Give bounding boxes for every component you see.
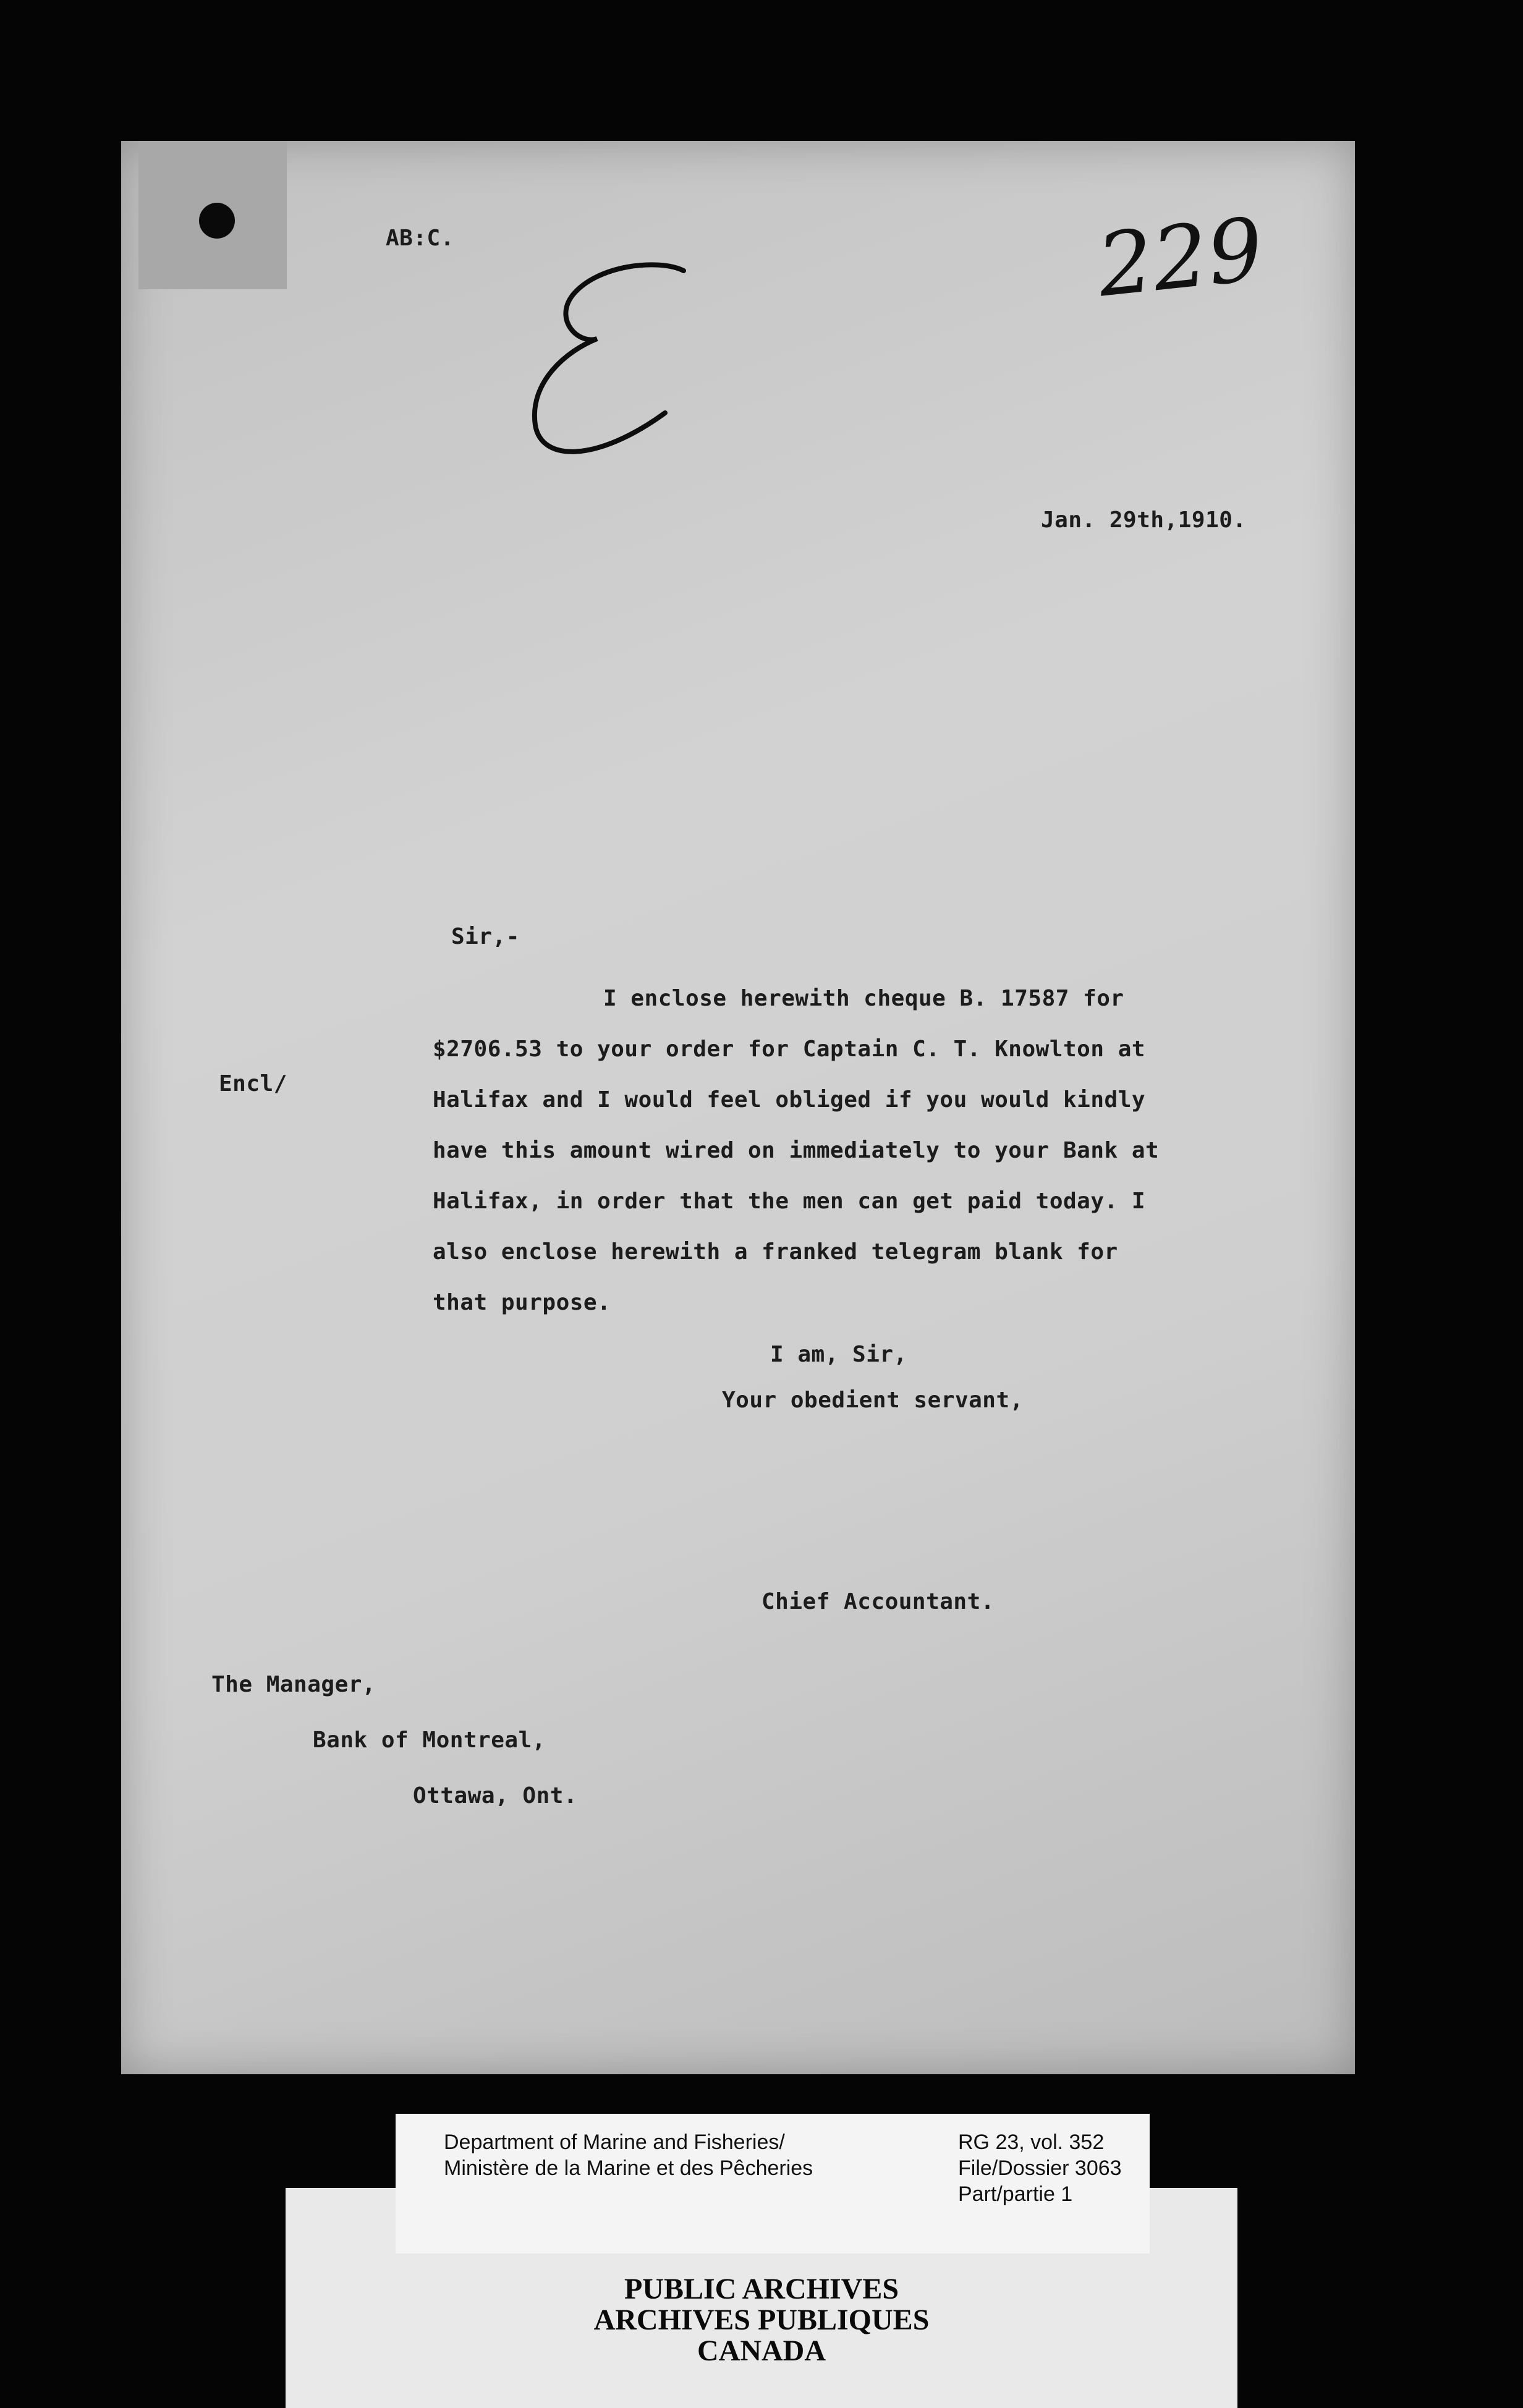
punch-hole: [199, 203, 235, 239]
body-line: $2706.53 to your order for Captain C. T. Knowlton at: [433, 1037, 1146, 1062]
body-line: Halifax and I would feel obliged if you would kindly: [433, 1087, 1146, 1113]
signature-title: Chief Accountant.: [762, 1589, 995, 1614]
reference-code: AB:C.: [386, 226, 454, 251]
handwritten-page-number: 229: [1093, 199, 1268, 317]
department-fr: Ministère de la Marine et des Pêcheries: [444, 2156, 813, 2180]
letter-page: [121, 141, 1355, 2074]
closing-line: Your obedient servant,: [722, 1388, 1024, 1413]
body-line: have this amount wired on immediately to your Bank at: [433, 1138, 1160, 1163]
body-line: I enclose herewith cheque B. 17587 for: [603, 986, 1124, 1011]
letter-date: Jan. 29th,1910.: [1041, 507, 1247, 533]
enclosure-note: Encl/: [219, 1071, 287, 1096]
record-group: RG 23, vol. 352: [958, 2130, 1105, 2154]
archives-line: ARCHIVES PUBLIQUES: [593, 2304, 930, 2336]
body-line: Halifax, in order that the men can get paid today. I: [433, 1189, 1146, 1214]
address-line: Bank of Montreal,: [313, 1728, 546, 1753]
body-line: that purpose.: [433, 1290, 611, 1315]
closing-line: I am, Sir,: [770, 1342, 907, 1367]
handwritten-mark: [504, 258, 715, 493]
address-line: Ottawa, Ont.: [413, 1783, 578, 1808]
archive-label: [396, 2114, 1150, 2253]
body-line: also enclose herewith a franked telegram blank for: [433, 1239, 1118, 1265]
part-number: Part/partie 1: [958, 2182, 1073, 2206]
file-number: File/Dossier 3063: [958, 2156, 1122, 2180]
archives-line: PUBLIC ARCHIVES: [624, 2273, 899, 2305]
department-en: Department of Marine and Fisheries/: [444, 2130, 785, 2154]
address-line: The Manager,: [211, 1672, 376, 1697]
archives-line: CANADA: [697, 2334, 826, 2367]
salutation: Sir,-: [451, 924, 520, 949]
